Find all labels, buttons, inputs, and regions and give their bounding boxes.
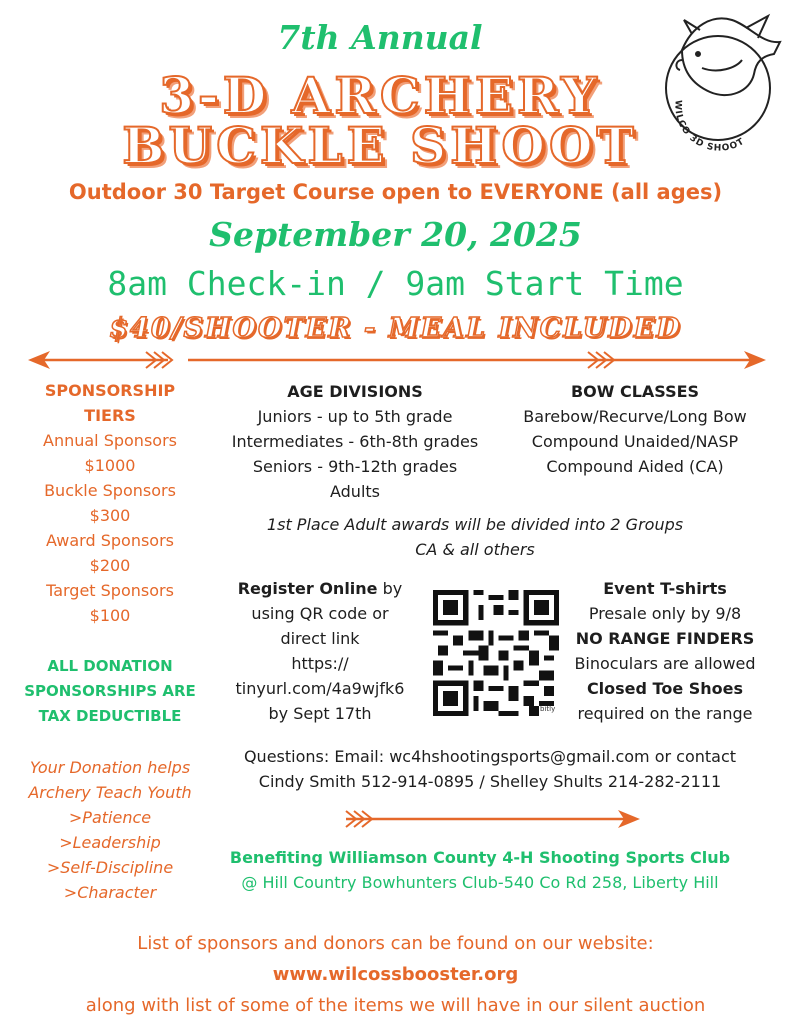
tier-price: $100 (89, 606, 131, 625)
course-subtitle: Outdoor 30 Target Course open to EVERYONE (all ages) (68, 180, 723, 204)
sponsorship-heading-1: SPONSORSHIP (44, 381, 176, 400)
tier-price: $300 (89, 506, 131, 525)
register-by: by (377, 579, 403, 598)
sponsorship-tiers (10, 378, 210, 628)
annual-label: 7th Annual (277, 18, 483, 57)
age-division-item: Adults (329, 482, 380, 501)
tier-name: Annual Sponsors (43, 431, 177, 450)
footer-line: along with list of some of the items we will have in our silent auction (85, 995, 706, 1016)
shoes-rule: Closed Toe Shoes (586, 679, 744, 698)
event-date: September 20, 2025 (209, 215, 582, 254)
logo-text: WILCO 3D SHOOT (672, 99, 747, 154)
donation-line: SPONSORSHIPS ARE (24, 682, 196, 700)
register-line: using QR code or (251, 604, 389, 623)
contact-info (205, 744, 775, 794)
tier-price: $1000 (84, 456, 136, 475)
shoes-note: required on the range (577, 704, 753, 723)
footer (0, 928, 791, 1021)
arrow-divider-middle (340, 806, 640, 832)
age-divisions-heading: AGE DIVISIONS (287, 382, 423, 401)
bow-class-item: Compound Unaided/NASP (531, 432, 739, 451)
helps-line: >Character (63, 883, 157, 902)
groups-line: 1st Place Adult awards will be divided into 2 Groups (266, 515, 684, 534)
tax-deductible-note (10, 654, 210, 729)
bow-class-item: Barebow/Recurve/Long Bow (523, 407, 747, 426)
tier-name: Award Sponsors (45, 531, 174, 550)
website-link[interactable]: www.wilcossbooster.org (272, 964, 519, 985)
title-line-1: 3-D ARCHERY (159, 66, 601, 125)
arrow-right-icon (188, 351, 766, 369)
qr-code[interactable] (433, 590, 559, 716)
register-link[interactable]: tinyurl.com/4a9wjfk6 (235, 679, 405, 698)
bow-classes-heading: BOW CLASSES (570, 382, 700, 401)
helps-line: Your Donation helps (29, 758, 191, 777)
binoculars-note: Binoculars are allowed (574, 654, 756, 673)
register-info (225, 576, 415, 726)
event-info (565, 576, 765, 726)
tshirts-heading: Event T-shirts (603, 579, 727, 598)
arrow-right-icon (346, 810, 640, 828)
questions-line: Questions: Email: wc4hshootingsports@gmail.com or contact (243, 747, 737, 766)
contacts-line: Cindy Smith 512-914-0895 / Shelley Shults 214-282-2111 (258, 772, 722, 791)
groups-line: CA & all others (415, 540, 535, 559)
register-online-label: Register Online (237, 579, 378, 598)
arrow-divider-top (28, 346, 766, 374)
helps-line: >Self-Discipline (46, 858, 174, 877)
groups-note (215, 512, 735, 562)
helps-line: >Patience (68, 808, 152, 827)
age-divisions (215, 379, 495, 504)
benefit-line: Benefiting Williamson County 4-H Shooting Sports Club (229, 848, 731, 867)
sponsorship-heading-2: TIERS (84, 406, 136, 425)
age-division-item: Seniors - 9th-12th grades (252, 457, 458, 476)
age-division-item: Juniors - up to 5th grade (257, 407, 453, 426)
register-line: direct link (280, 629, 360, 648)
qr-label: bitly (540, 705, 556, 713)
register-line: by Sept 17th (268, 704, 372, 723)
register-link[interactable]: https:// (291, 654, 349, 673)
footer-line: List of sponsors and donors can be found on our website: (137, 933, 654, 954)
presale-note: Presale only by 9/8 (588, 604, 742, 623)
tier-price: $200 (89, 556, 131, 575)
age-division-item: Intermediates - 6th-8th grades (231, 432, 479, 451)
benefit-info (180, 845, 780, 895)
helps-line: >Leadership (59, 833, 161, 852)
bow-class-item: Compound Aided (CA) (546, 457, 724, 476)
price-banner: $40/SHOOTER - MEAL INCLUDED (109, 313, 682, 344)
donation-line: ALL DONATION (47, 657, 173, 675)
logo (662, 8, 784, 156)
bow-classes (500, 379, 770, 479)
event-times: 8am Check-in / 9am Start Time (107, 264, 684, 303)
arrow-left-icon (28, 351, 172, 369)
tier-name: Target Sponsors (46, 581, 174, 600)
donation-line: TAX DEDUCTIBLE (38, 707, 182, 725)
title-line-2: BUCKLE SHOOT (122, 116, 638, 175)
register-line (225, 576, 415, 601)
helps-line: Archery Teach Youth (28, 783, 192, 802)
range-finders-rule: NO RANGE FINDERS (575, 629, 755, 648)
tier-name: Buckle Sponsors (44, 481, 176, 500)
venue-line: @ Hill Country Bowhunters Club-540 Co Rd 258, Liberty Hill (241, 873, 719, 892)
